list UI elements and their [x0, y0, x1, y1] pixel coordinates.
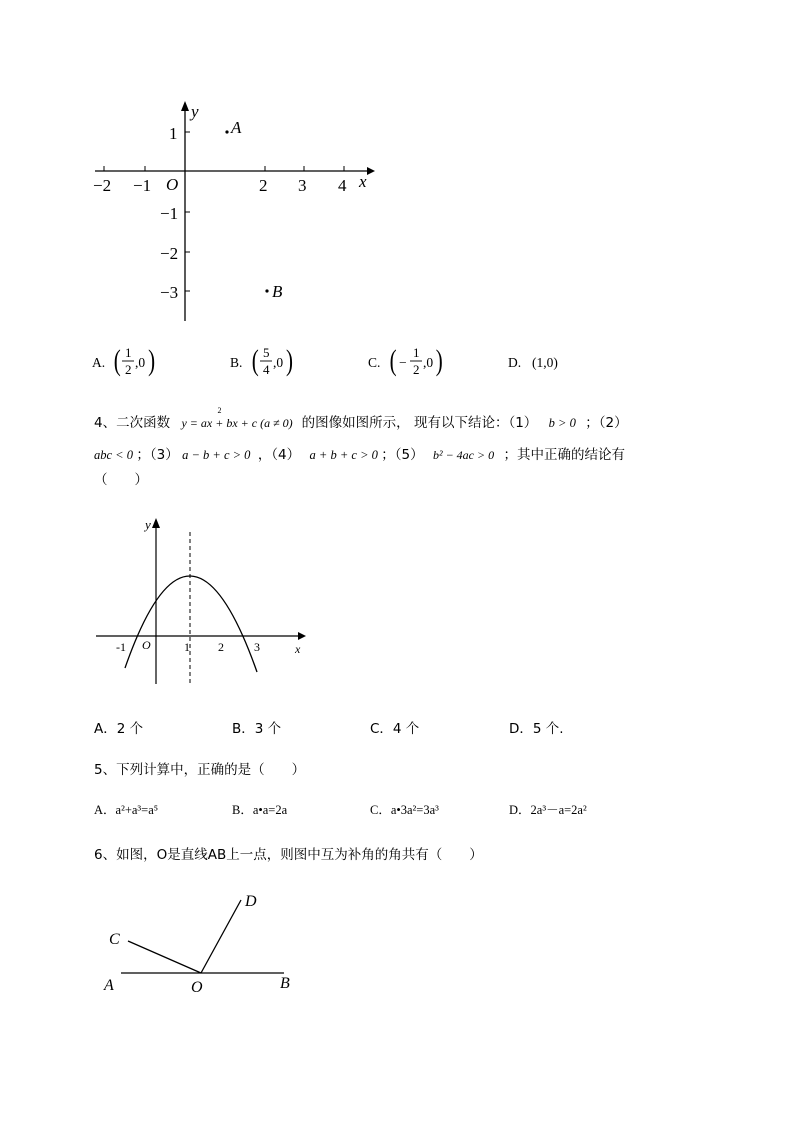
q4-line-2: abc < 0 ；（3） a − b + c > 0 ，（4） a + b + c > 0 ；（5） b² − 4ac > 0 ；其中正确的结论有	[94, 447, 625, 463]
q4-option-c[interactable]: C．4 个	[370, 721, 420, 737]
x-tick-label: 2	[259, 176, 268, 195]
ray-od	[201, 900, 241, 973]
q5-option-d[interactable]: D．2a³－a=2a²	[509, 803, 587, 817]
x-axis-label: x	[295, 642, 301, 656]
origin-label: O	[142, 638, 151, 652]
x-tick-label: 2	[218, 640, 224, 654]
y-axis-arrow	[152, 518, 160, 528]
q5-stem: 5、下列计算中，正确的是（ ）	[94, 762, 306, 778]
option-d-value: (1,0)	[532, 355, 558, 370]
option-b-tail: ,0	[273, 355, 284, 370]
q5-option-b[interactable]: B．a•a=2a	[232, 803, 288, 817]
fraction-num: 1	[413, 345, 420, 360]
q5-option-a[interactable]: A．a²+a³=a⁵	[94, 803, 159, 817]
right-paren: )	[286, 343, 293, 377]
q4-formula: y = ax + bx + c (a ≠ 0)	[181, 416, 293, 430]
option-a-tail: ,0	[135, 355, 146, 370]
ray-oc	[128, 941, 201, 973]
coordinate-figure	[85, 95, 385, 330]
option-a-label[interactable]: A.	[92, 355, 106, 370]
point-b-label: B	[272, 282, 283, 301]
fraction-num: 1	[125, 345, 132, 360]
y-axis-arrow	[181, 101, 189, 111]
option-c-tail: ,0	[423, 355, 434, 370]
q3-options	[90, 340, 610, 384]
x-tick-label: 1	[184, 640, 190, 654]
q4-line-1: 4、二次函数 y = ax + bx + c (a ≠ 0) 2 的图像如图所示， 现有以下结论：（1） b > 0 ；（2）	[94, 406, 628, 431]
origin-label: O	[166, 175, 179, 194]
parabola-curve	[125, 576, 257, 672]
x-axis-arrow	[367, 167, 375, 175]
label-d: D	[245, 893, 257, 910]
y-axis-label: y	[191, 102, 199, 121]
right-paren: )	[148, 343, 156, 377]
parabola-figure	[92, 512, 314, 690]
y-tick-label: −3	[160, 283, 179, 302]
point-a	[225, 130, 228, 133]
x-axis-arrow	[298, 632, 306, 640]
right-paren: )	[435, 343, 443, 377]
y-tick-label: 1	[169, 124, 178, 143]
option-d-label[interactable]: D.	[508, 355, 522, 370]
x-axis-label: x	[359, 172, 367, 191]
x-tick-label: -1	[116, 640, 126, 654]
point-b	[265, 289, 268, 292]
q4-exponent: 2	[217, 406, 222, 415]
label-a: A	[104, 977, 114, 994]
left-paren: (	[389, 343, 397, 377]
left-paren: (	[251, 343, 259, 377]
y-axis-label: y	[145, 517, 151, 532]
label-b: B	[280, 975, 290, 992]
option-c-label[interactable]: C.	[368, 355, 381, 370]
point-a-label: A	[231, 118, 242, 137]
q4-option-b[interactable]: B．3 个	[232, 721, 282, 737]
q6-stem: 6、如图，O是直线AB上一点，则图中互为补角的角共有（ ）	[94, 847, 483, 863]
fraction-den: 2	[413, 362, 420, 377]
fraction-num: 5	[263, 345, 270, 360]
option-b-label[interactable]: B.	[230, 355, 243, 370]
q4-option-d[interactable]: D．5 个.	[509, 721, 564, 737]
x-tick-label: −2	[93, 176, 112, 195]
fraction-den: 4	[263, 362, 270, 377]
left-paren: (	[113, 343, 121, 377]
x-tick-label: −1	[133, 176, 152, 195]
minus-sign: −	[399, 355, 407, 370]
y-tick-label: −2	[160, 244, 179, 263]
x-tick-label: 3	[254, 640, 260, 654]
x-tick-label: 4	[338, 176, 347, 195]
angle-figure	[100, 888, 310, 998]
fraction-den: 2	[125, 362, 132, 377]
x-tick-label: 3	[298, 176, 307, 195]
y-tick-label: −1	[160, 204, 179, 223]
q5-option-c[interactable]: C．a•3a²=3a³	[370, 803, 439, 817]
label-o: O	[191, 979, 203, 996]
q4-option-a[interactable]: A．2 个	[94, 721, 144, 737]
q4-answer-paren: （ ）	[94, 472, 148, 488]
label-c: C	[109, 931, 120, 948]
